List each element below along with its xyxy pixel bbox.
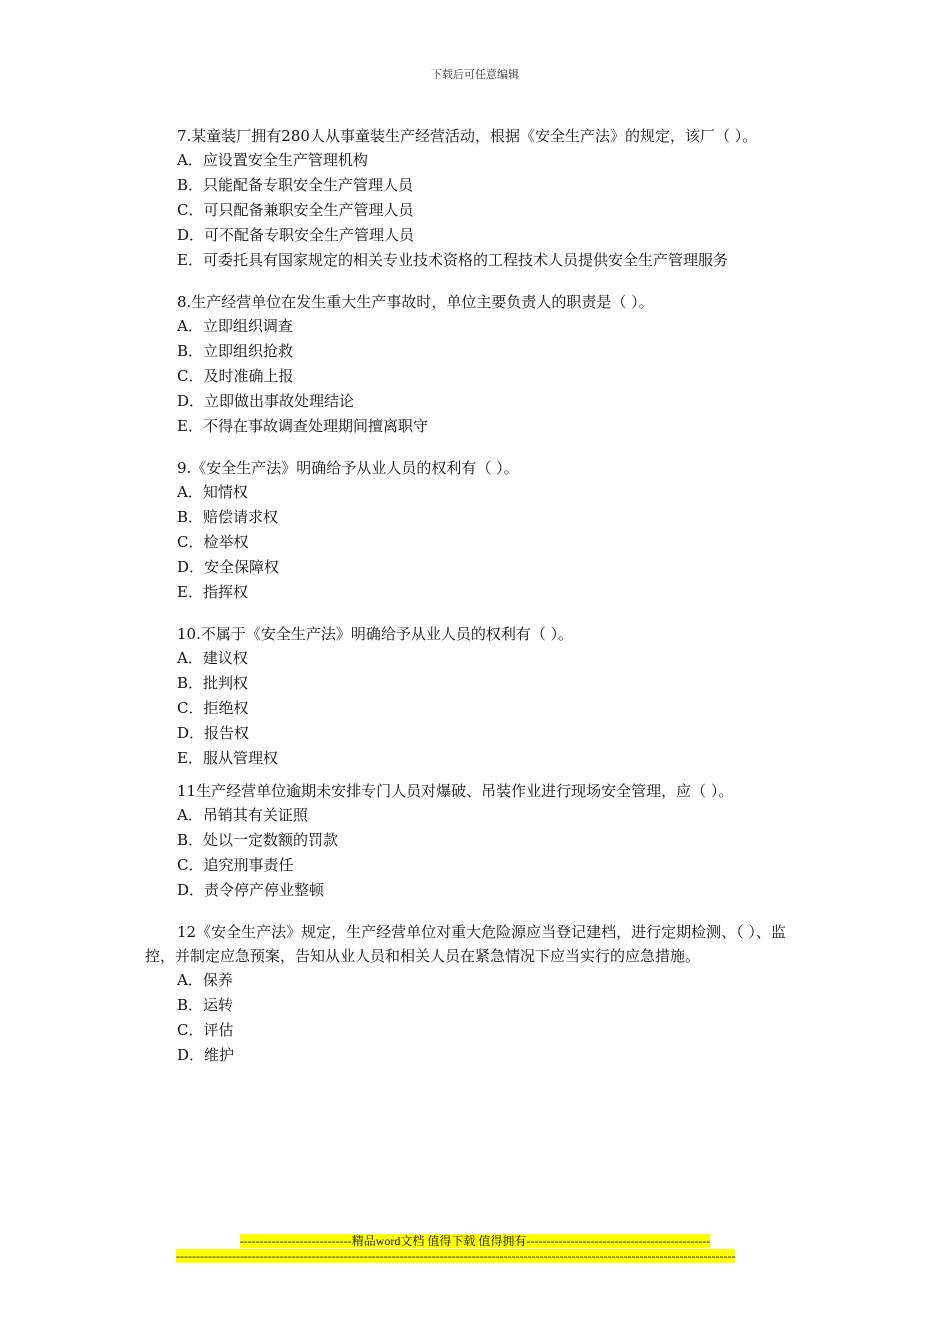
option-d: D．可不配备专职安全生产管理人员 — [177, 226, 415, 244]
question-text: 8.生产经营单位在发生重大生产事故时，单位主要负责人的职责是（ ）。 — [177, 293, 654, 311]
footer-banner — [176, 1232, 774, 1249]
option-d: D．报告权 — [177, 724, 250, 742]
option-e: E．服从管理权 — [177, 749, 278, 767]
option-d: D．安全保障权 — [177, 558, 280, 576]
option-c: C．拒绝权 — [177, 699, 249, 717]
option-b: B．处以一定数额的罚款 — [177, 831, 339, 849]
option-d: D．立即做出事故处理结论 — [177, 392, 355, 410]
question-text: 7.某童装厂拥有280人从事童装生产经营活动，根据《安全生产法》的规定，该厂（ ）。 — [177, 127, 758, 145]
option-c: C．追究刑事责任 — [177, 856, 294, 874]
option-c: C．及时准确上报 — [177, 367, 294, 385]
question-11 — [145, 779, 805, 903]
question-8 — [145, 290, 805, 439]
option-b: B．批判权 — [177, 674, 249, 692]
question-9 — [145, 456, 805, 605]
option-b: B．只能配备专职安全生产管理人员 — [177, 176, 414, 194]
question-7 — [145, 124, 805, 273]
question-12 — [145, 920, 805, 1068]
option-d: D．维护 — [177, 1046, 235, 1064]
option-a: A．立即组织调查 — [177, 317, 293, 335]
option-c: C．检举权 — [177, 533, 249, 551]
question-text: 9.《安全生产法》明确给予从业人员的权利有（ ）。 — [177, 459, 519, 477]
option-e: E．可委托具有国家规定的相关专业技术资格的工程技术人员提供安全生产管理服务 — [177, 251, 728, 269]
footer-banner-text: ----------------------------精品word文档 值得下载 值得拥有---------------------------------------------- — [239, 1234, 711, 1248]
option-e: E．指挥权 — [177, 583, 248, 601]
option-d: D．责令停产停业整顿 — [177, 881, 325, 899]
option-a: A．吊销其有关证照 — [177, 806, 308, 824]
document-body — [145, 124, 805, 1068]
option-a: A．知情权 — [177, 483, 248, 501]
question-10 — [145, 622, 805, 771]
option-b: B．赔偿请求权 — [177, 508, 279, 526]
page-header: 下载后可任意编辑 — [431, 68, 519, 81]
option-a: A．保养 — [177, 971, 233, 989]
option-e: E．不得在事故调查处理期间擅离职守 — [177, 417, 428, 435]
option-b: B．运转 — [177, 996, 234, 1014]
option-a: A．建议权 — [177, 649, 248, 667]
question-text: 10.不属于《安全生产法》明确给予从业人员的权利有（ ）。 — [177, 625, 574, 643]
question-text: 11生产经营单位逾期未安排专门人员对爆破、吊装作业进行现场安全管理，应（ ）。 — [177, 782, 734, 800]
option-b: B．立即组织抢救 — [177, 342, 294, 360]
option-c: C．可只配备兼职安全生产管理人员 — [177, 201, 414, 219]
option-a: A．应设置安全生产管理机构 — [177, 151, 368, 169]
option-c: C．评估 — [177, 1021, 234, 1039]
question-text: 12《安全生产法》规定，生产经营单位对重大危险源应当登记建档，进行定期检测、（ ）、监控，并制定应急预案，告知从业人员和相关人员在紧急情况下应当实行的应急措施。 — [145, 923, 786, 965]
footer-rule — [176, 1249, 774, 1264]
footer-rule-text: -------------------------------------------------------------------------------------------------------------------------------------------- — [176, 1249, 736, 1263]
